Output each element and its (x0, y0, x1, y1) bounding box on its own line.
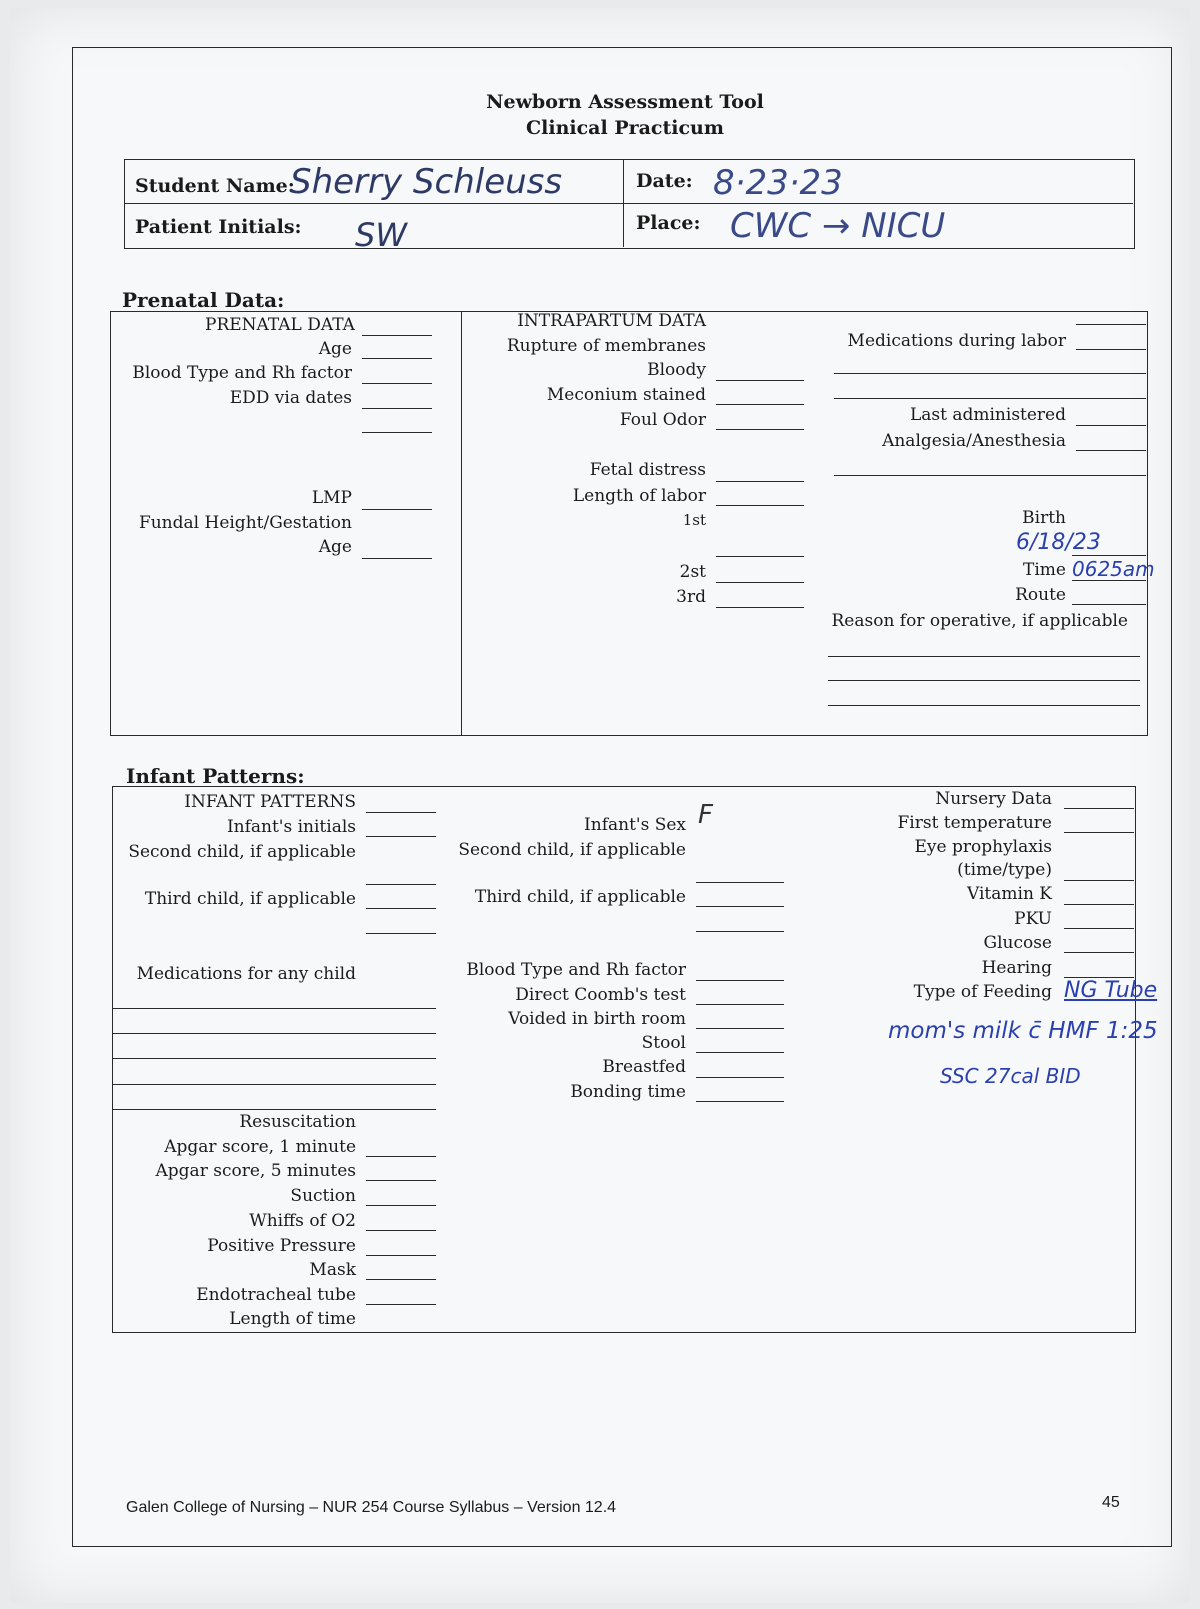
mask-blank[interactable] (366, 1279, 436, 1280)
second-stage-label: 2st (679, 562, 706, 582)
medications-child-line[interactable] (112, 1033, 436, 1034)
blood-type-label: Blood Type and Rh factor (132, 363, 352, 383)
voided-label: Voided in birth room (508, 1009, 686, 1029)
student-name-label: Student Name: (135, 175, 295, 197)
eye-prophylaxis-label: Eye prophylaxis (914, 837, 1052, 857)
infant-initials-label: Infant's initials (226, 817, 356, 837)
analgesia-label: Analgesia/Anesthesia (882, 431, 1066, 451)
apgar5-blank[interactable] (366, 1180, 436, 1181)
medications-child-line[interactable] (112, 1058, 436, 1059)
blood-type-blank[interactable] (696, 980, 784, 981)
student-name-value[interactable]: Sherry Schleuss (290, 162, 563, 202)
rupture-label: Rupture of membranes (506, 336, 706, 356)
medications-child-label: Medications for any child (136, 964, 356, 984)
analgesia-blank[interactable] (1076, 450, 1146, 451)
birth-blank[interactable] (1072, 555, 1146, 556)
positive-pressure-label: Positive Pressure (207, 1236, 356, 1256)
time-blank[interactable] (1072, 580, 1146, 581)
type-of-feeding-value[interactable]: NG Tube (1064, 978, 1158, 1003)
stool-blank[interactable] (696, 1052, 784, 1053)
second-child-blank[interactable] (696, 882, 784, 883)
third-stage-blank[interactable] (716, 607, 804, 608)
route-blank[interactable] (1072, 604, 1146, 605)
medications-child-line[interactable] (112, 1084, 436, 1085)
fundal-age-label: Age (318, 537, 352, 557)
positive-pressure-blank[interactable] (366, 1255, 436, 1256)
foul-odor-blank[interactable] (716, 429, 804, 430)
coombs-label: Direct Coomb's test (515, 985, 686, 1005)
footer-text: Galen College of Nursing – NUR 254 Course Syllabus – Version 12.4 (126, 1499, 617, 1516)
place-value[interactable]: CWC → NICU (730, 206, 946, 246)
glucose-blank[interactable] (1064, 952, 1134, 953)
vitamin-k-label: Vitamin K (967, 884, 1052, 904)
patient-initials-label: Patient Initials: (135, 216, 302, 238)
pku-label: PKU (1014, 909, 1052, 929)
blank-line[interactable] (366, 812, 436, 813)
length-of-labor-blank[interactable] (716, 505, 804, 506)
reason-line[interactable] (828, 705, 1140, 706)
breastfed-label: Breastfed (602, 1057, 686, 1077)
third-child-label: Third child, if applicable (144, 889, 356, 909)
nursery-data-label: Nursery Data (935, 789, 1052, 809)
patient-initials-value[interactable]: SW (355, 216, 407, 254)
date-label: Date: (636, 170, 693, 192)
feeding-note-1[interactable]: mom's milk c̄ HMF 1:25 (888, 1018, 1158, 1044)
analgesia-line[interactable] (834, 475, 1146, 476)
whiffs-label: Whiffs of O2 (249, 1211, 356, 1231)
medications-line[interactable] (834, 373, 1146, 374)
eye-prophylaxis-sub: (time/type) (957, 860, 1052, 880)
blank-line[interactable] (696, 931, 784, 932)
medications-child-line[interactable] (112, 1008, 436, 1009)
blood-type-label: Blood Type and Rh factor (466, 960, 686, 980)
second-child-label: Second child, if applicable (128, 842, 356, 862)
date-value[interactable]: 8·23·23 (713, 163, 843, 203)
edd-blank[interactable] (362, 408, 432, 409)
age-label: Age (318, 339, 352, 359)
apgar1-label: Apgar score, 1 minute (164, 1137, 356, 1157)
voided-blank[interactable] (696, 1028, 784, 1029)
header-row-divider (124, 203, 1133, 204)
feeding-note-2[interactable]: SSC 27cal BID (940, 1064, 1081, 1088)
reason-label: Reason for operative, if applicable (831, 611, 1128, 631)
route-label: Route (1015, 585, 1066, 605)
second-stage-blank[interactable] (716, 582, 804, 583)
medications-blank[interactable] (1076, 324, 1146, 325)
prenatal-section-title: Prenatal Data: (122, 288, 285, 312)
suction-blank[interactable] (366, 1205, 436, 1206)
fundal-age-blank[interactable] (362, 558, 432, 559)
fetal-distress-label: Fetal distress (589, 460, 706, 480)
time-label: Time (1023, 560, 1066, 580)
prenatal-divider (461, 311, 462, 736)
form-title: Newborn Assessment Tool (486, 91, 764, 113)
infant-sex-label: Infant's Sex (584, 815, 686, 835)
length-of-time-label: Length of time (229, 1309, 356, 1329)
meconium-label: Meconium stained (546, 385, 706, 405)
lmp-blank[interactable] (362, 509, 432, 510)
first-stage-blank[interactable] (716, 556, 804, 557)
infant-sex-value[interactable]: F (698, 800, 713, 830)
bonding-blank[interactable] (696, 1101, 784, 1102)
reason-line[interactable] (828, 656, 1140, 657)
third-child-blank[interactable] (696, 906, 784, 907)
blank-line[interactable] (366, 933, 436, 934)
birth-label: Birth (1022, 508, 1066, 528)
place-label: Place: (636, 212, 701, 234)
endotracheal-blank[interactable] (366, 1304, 436, 1305)
apgar5-label: Apgar score, 5 minutes (155, 1161, 356, 1181)
stool-label: Stool (641, 1033, 686, 1053)
apgar1-blank[interactable] (366, 1156, 436, 1157)
nursery-data-blank[interactable] (1064, 808, 1134, 809)
age-blank[interactable] (362, 358, 432, 359)
resuscitation-label: Resuscitation (239, 1112, 356, 1132)
form-subtitle: Clinical Practicum (526, 117, 724, 139)
last-administered-blank[interactable] (1076, 425, 1146, 426)
bloody-blank[interactable] (716, 380, 804, 381)
medications-child-line[interactable] (112, 1109, 436, 1110)
first-temperature-label: First temperature (897, 813, 1052, 833)
page-number: 45 (1102, 1494, 1120, 1511)
endotracheal-label: Endotracheal tube (196, 1285, 356, 1305)
hearing-label: Hearing (981, 958, 1052, 978)
prenatal-heading: PRENATAL DATA (205, 315, 355, 335)
blank-line[interactable] (362, 335, 432, 336)
fundal-label: Fundal Height/Gestation (138, 513, 352, 533)
blood-type-blank[interactable] (362, 383, 432, 384)
medications-blank[interactable] (1076, 349, 1146, 350)
third-child-blank[interactable] (366, 908, 436, 909)
lmp-label: LMP (311, 488, 352, 508)
fetal-distress-blank[interactable] (716, 481, 804, 482)
eye-prophylaxis-blank[interactable] (1064, 880, 1134, 881)
mask-label: Mask (309, 1260, 356, 1280)
intrapartum-heading: INTRAPARTUM DATA (517, 311, 706, 331)
third-child-label: Third child, if applicable (474, 887, 686, 907)
medications-label: Medications during labor (847, 331, 1066, 351)
blank-line[interactable] (362, 432, 432, 433)
reason-line[interactable] (828, 680, 1140, 681)
foul-odor-label: Foul Odor (619, 410, 706, 430)
breastfed-blank[interactable] (696, 1077, 784, 1078)
bloody-label: Bloody (647, 360, 706, 380)
third-stage-label: 3rd (676, 587, 706, 607)
whiffs-blank[interactable] (366, 1230, 436, 1231)
vitamin-k-blank[interactable] (1064, 904, 1134, 905)
first-stage-label: 1st (682, 511, 706, 529)
edd-label: EDD via dates (229, 388, 352, 408)
birth-value[interactable]: 6/18/23 (1016, 530, 1101, 555)
pku-blank[interactable] (1064, 928, 1134, 929)
meconium-blank[interactable] (716, 404, 804, 405)
bonding-label: Bonding time (570, 1082, 686, 1102)
last-administered-label: Last administered (909, 405, 1066, 425)
suction-label: Suction (290, 1186, 356, 1206)
glucose-label: Glucose (983, 933, 1052, 953)
type-of-feeding-label: Type of Feeding (913, 982, 1052, 1002)
first-temperature-blank[interactable] (1064, 832, 1134, 833)
coombs-blank[interactable] (696, 1004, 784, 1005)
length-of-labor-label: Length of labor (572, 486, 706, 506)
medications-line[interactable] (834, 398, 1146, 399)
infant-initials-blank[interactable] (366, 836, 436, 837)
infant-patterns-heading: INFANT PATTERNS (184, 792, 356, 812)
infant-section-title: Infant Patterns: (126, 764, 305, 788)
second-child-label: Second child, if applicable (458, 840, 686, 860)
second-child-blank[interactable] (366, 884, 436, 885)
time-value[interactable]: 0625am (1072, 557, 1155, 581)
